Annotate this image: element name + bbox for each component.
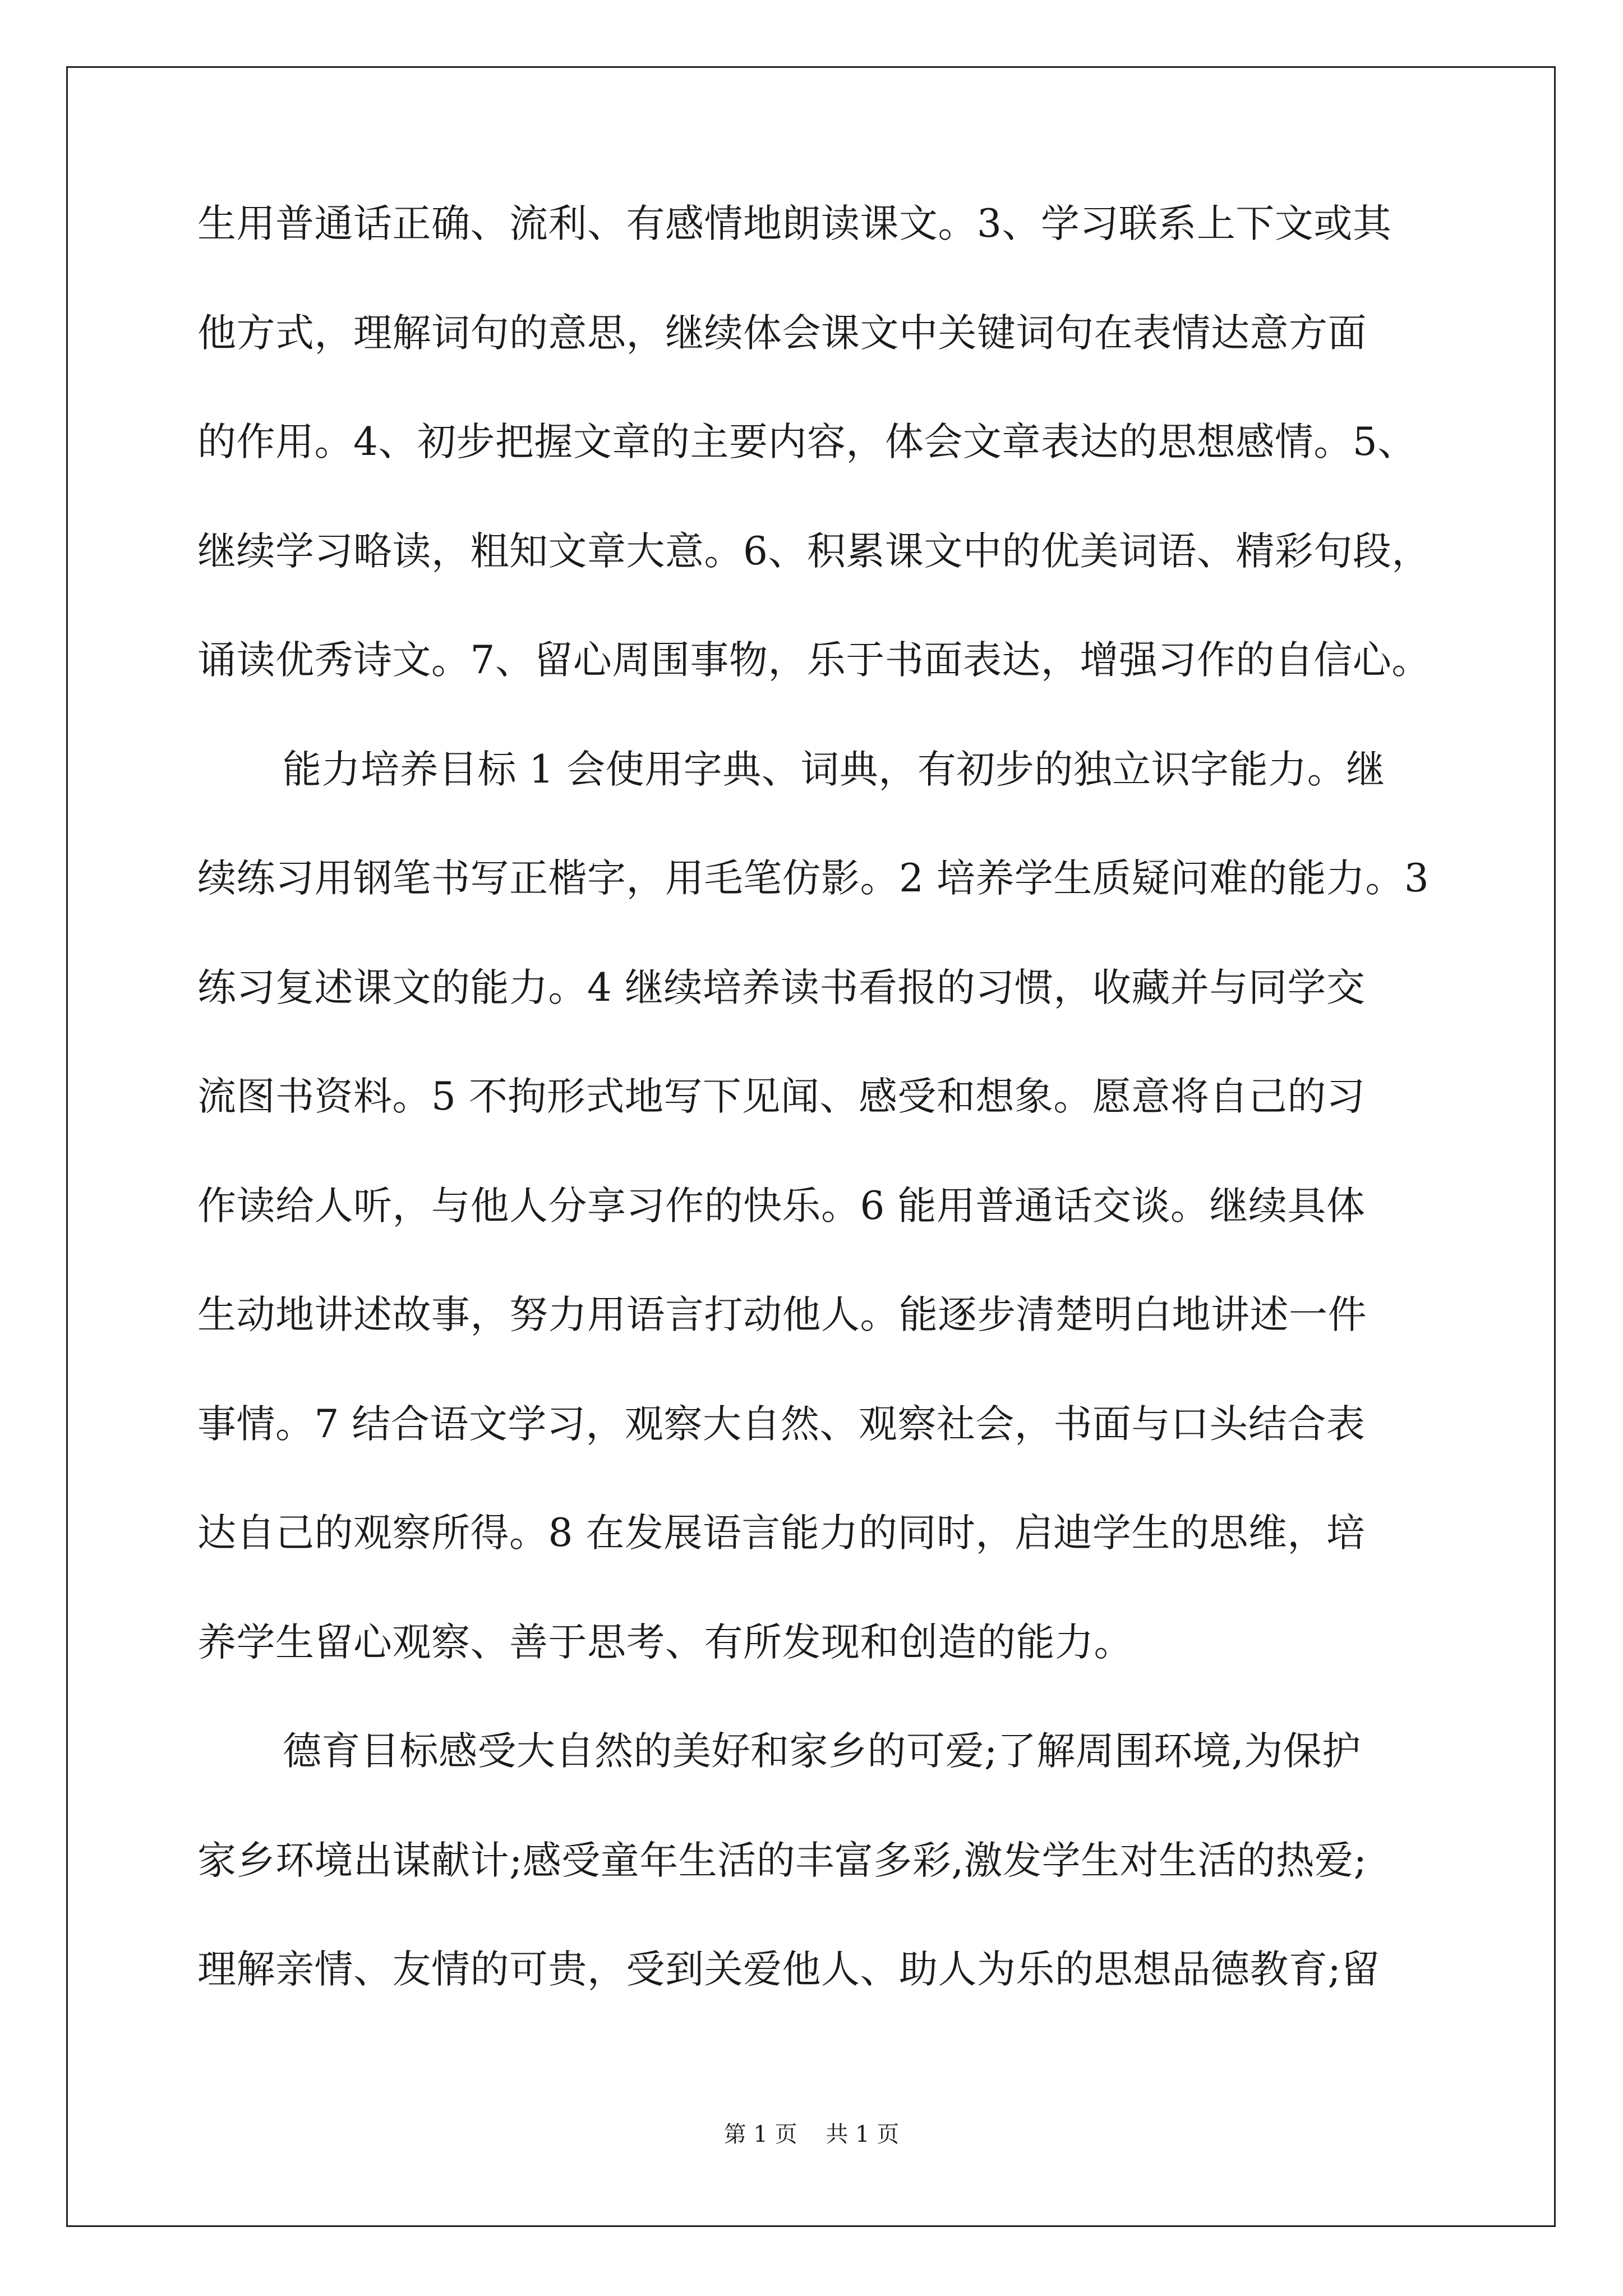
text-line: 养学生留心观察、善于思考、有所发现和创造的能力。 — [197, 1619, 1133, 1665]
text-line: 生用普通话正确、流利、有感情地朗读课文。3、学习联系上下文或其 — [197, 201, 1392, 246]
text-line: 继续学习略读，粗知文章大意。6、积累课文中的优美词语、精彩句段， — [197, 528, 1431, 574]
text-line: 能力培养目标 1 会使用字典、词典，有初步的独立识字能力。继 — [283, 747, 1385, 792]
text-line: 续练习用钢笔书写正楷字，用毛笔仿影。2 培养学生质疑问难的能力。3 — [197, 856, 1430, 901]
text-line: 的作用。4、初步把握文章的主要内容，体会文章表达的思想感情。5、 — [197, 420, 1417, 464]
text-line: 他方式，理解词句的意思，继续体会课文中关键词句在表情达意方面 — [197, 310, 1367, 356]
text-line: 作读给人听，与他人分享习作的快乐。6 能用普通话交谈。继续具体 — [197, 1183, 1366, 1228]
text-line: 诵读优秀诗文。7、留心周围事物，乐于书面表达，增强习作的自信心。 — [197, 638, 1431, 683]
text-line: 德育目标感受大自然的美好和家乡的可爱;了解周围环境,为保护 — [283, 1729, 1361, 1774]
text-line: 达自己的观察所得。8 在发展语言能力的同时，启迪学生的思维，培 — [197, 1511, 1366, 1556]
text-line: 理解亲情、友情的可贵，受到关爱他人、助人为乐的思想品德教育;留 — [197, 1947, 1380, 1992]
text-line: 练习复述课文的能力。4 继续培养读书看报的习惯，收藏并与同学交 — [197, 965, 1366, 1010]
text-line: 事情。7 结合语文学习，观察大自然、观察社会，书面与口头结合表 — [197, 1401, 1366, 1447]
text-line: 流图书资料。5 不拘形式地写下见闻、感受和想象。愿意将自己的习 — [197, 1074, 1366, 1119]
page-number-footer: 第 1 页 共 1 页 — [723, 2122, 900, 2147]
text-line: 家乡环境出谋献计;感受童年生活的丰富多彩,激发学生对生活的热爱; — [197, 1838, 1367, 1883]
document-body — [197, 201, 1431, 2060]
text-line: 生动地讲述故事，努力用语言打动他人。能逐步清楚明白地讲述一件 — [197, 1292, 1367, 1337]
